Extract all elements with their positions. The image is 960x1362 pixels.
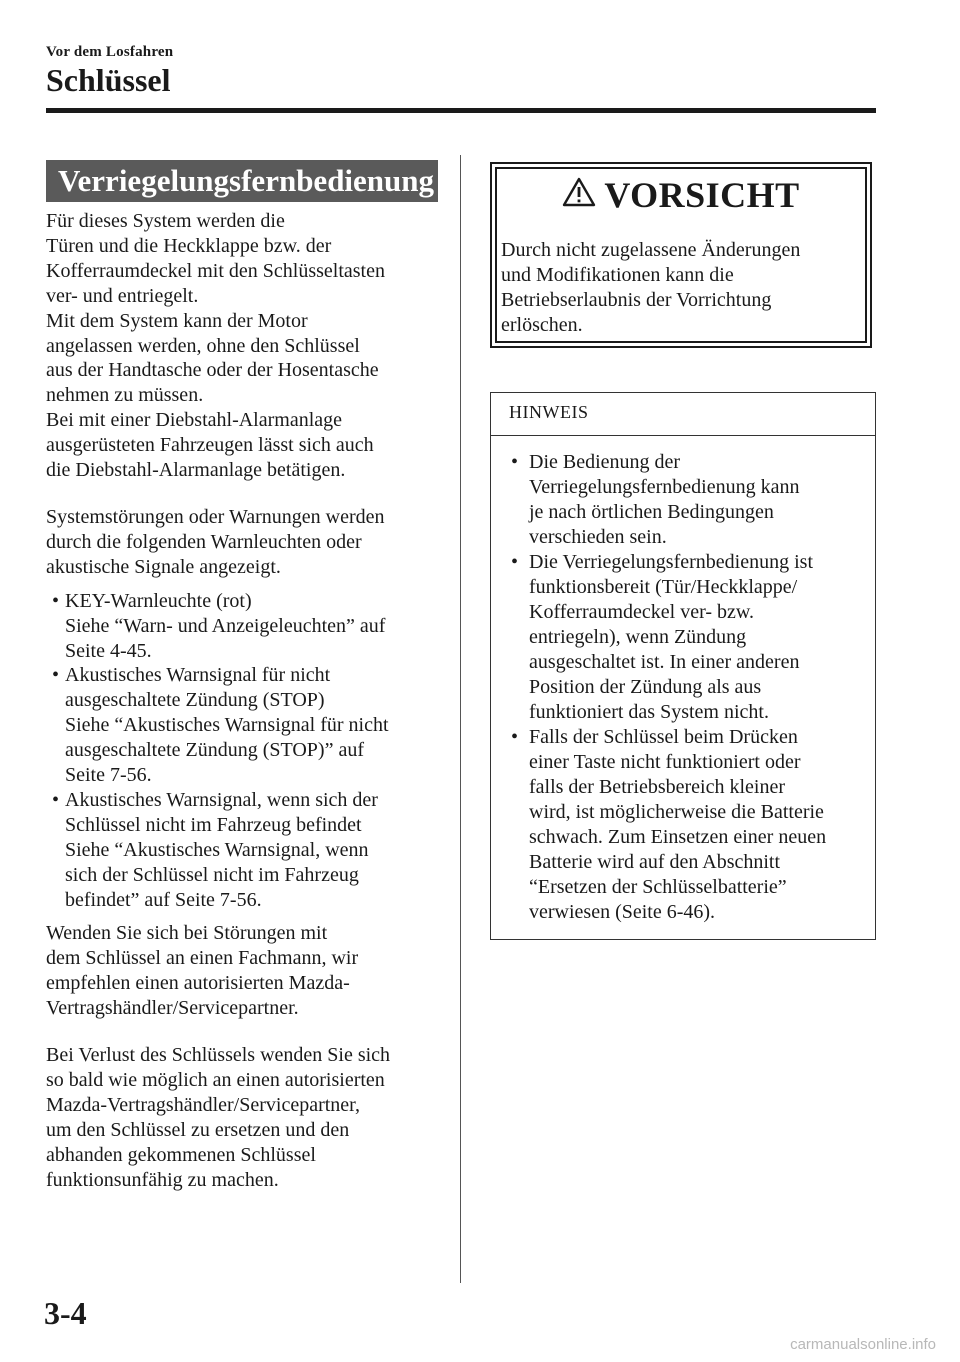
text-line: Systemstörungen oder Warnungen werden <box>46 505 385 528</box>
header-rule <box>46 108 876 113</box>
text-line: Wenden Sie sich bei Störungen mit <box>46 922 328 945</box>
breadcrumb: Vor dem Losfahren <box>46 44 174 60</box>
text-line: Mazda-Vertragshändler/Servicepartner, <box>46 1093 361 1116</box>
note-item-line: entriegeln), wenn Zündung <box>529 626 747 648</box>
note-item-line: wird, ist möglicherweise die Batterie <box>529 801 824 823</box>
list-item-line: ausgeschaltete Zündung (STOP)” auf <box>65 739 364 762</box>
column-divider <box>460 155 461 1283</box>
text-line: Mit dem System kann der Motor <box>46 309 308 332</box>
text-line: abhanden gekommenen Schlüssel <box>46 1143 316 1166</box>
warning-list-item <box>46 663 438 788</box>
text-line: um den Schlüssel zu ersetzen und den <box>46 1118 350 1141</box>
text-line: aus der Handtasche oder der Hosentasche <box>46 359 379 382</box>
text-line: Vertragshändler/Servicepartner. <box>46 997 299 1020</box>
warning-list-item <box>46 589 438 664</box>
note-item-line: Falls der Schlüssel beim Drücken <box>529 726 798 748</box>
text-line: dem Schlüssel an einen Fachmann, wir <box>46 947 359 970</box>
note-item-line: je nach örtlichen Bedingungen <box>529 501 774 523</box>
list-item-line: Siehe “Akustisches Warnsignal, wenn <box>65 838 369 861</box>
note-item-line: einer Taste nicht funktioniert oder <box>529 751 801 773</box>
dealer-paragraph <box>46 921 438 1021</box>
bullet-marker: • <box>52 589 60 612</box>
warning-triangle-icon <box>562 177 596 207</box>
bullet-marker: • <box>52 664 60 687</box>
chapter-title: Schlüssel <box>46 62 171 98</box>
text-line: Türen und die Heckklappe bzw. der <box>46 234 332 257</box>
note-item-line: Verriegelungsfernbedienung kann <box>529 476 800 498</box>
list-item-line: befindet” auf Seite 7-56. <box>65 888 262 911</box>
list-item-line: Seite 4-45. <box>65 639 152 662</box>
note-title: HINWEIS <box>509 402 589 422</box>
text-line: angelassen werden, ohne den Schlüssel <box>46 334 360 357</box>
caution-box <box>490 162 872 348</box>
caution-title: VORSICHT <box>604 175 800 215</box>
note-item-line: Kofferraumdeckel ver- bzw. <box>529 601 755 623</box>
caution-text-line: erlöschen. <box>501 313 583 336</box>
intro-paragraph <box>46 209 438 483</box>
bullet-marker: • <box>52 788 60 811</box>
caution-text-line: und Modifikationen kann die <box>501 263 734 286</box>
text-line: nehmen zu müssen. <box>46 384 204 407</box>
text-line: Bei Verlust des Schlüssels wenden Sie sich <box>46 1044 391 1067</box>
watermark: carmanualsonline.info <box>790 1336 936 1353</box>
bullet-marker: • <box>511 726 519 748</box>
warning-list <box>46 589 438 913</box>
text-line: ver- und entriegelt. <box>46 284 199 307</box>
note-item-line: Die Bedienung der <box>529 451 681 473</box>
caution-header <box>492 174 870 216</box>
note-item-line: falls der Betriebsbereich kleiner <box>529 776 785 798</box>
warnings-intro-paragraph <box>46 505 438 580</box>
text-line: Kofferraumdeckel mit den Schlüsseltasten <box>46 259 385 282</box>
note-divider <box>491 435 875 436</box>
note-item-line: verwiesen (Seite 6-46). <box>529 901 716 923</box>
note-list <box>505 450 867 925</box>
list-item-line: Siehe “Warn- und Anzeigeleuchten” auf <box>65 614 386 637</box>
note-item-line: funktionsbereit (Tür/Heckklappe/ <box>529 576 798 598</box>
note-box <box>490 392 876 940</box>
list-item-line: Akustisches Warnsignal für nicht <box>65 664 331 687</box>
list-item-line: Seite 7-56. <box>65 764 152 787</box>
note-item-line: funktioniert das System nicht. <box>529 701 769 723</box>
note-item-line: ausgeschaltet ist. In einer anderen <box>529 651 800 673</box>
list-item-line: KEY-Warnleuchte (rot) <box>65 589 252 612</box>
note-list-item <box>505 450 867 550</box>
text-line: ausgerüsteten Fahrzeugen lässt sich auch <box>46 434 374 457</box>
bullet-marker: • <box>511 551 519 573</box>
text-line: akustische Signale angezeigt. <box>46 555 281 578</box>
text-line: Bei mit einer Diebstahl-Alarmanlage <box>46 409 343 432</box>
text-line: durch die folgenden Warnleuchten oder <box>46 530 362 553</box>
note-item-line: Position der Zündung als aus <box>529 676 762 698</box>
note-item-line: Batterie wird auf den Abschnitt <box>529 851 781 873</box>
list-item-line: Siehe “Akustisches Warnsignal für nicht <box>65 714 389 737</box>
note-item-line: Die Verriegelungsfernbedienung ist <box>529 551 813 573</box>
bullet-marker: • <box>511 451 519 473</box>
section-heading: Verriegelungsfernbedienung <box>46 160 438 202</box>
loss-paragraph <box>46 1043 438 1192</box>
list-item-line: Schlüssel nicht im Fahrzeug befindet <box>65 813 362 836</box>
note-list-item <box>505 725 867 925</box>
text-line: Für dieses System werden die <box>46 210 285 232</box>
list-item-line: ausgeschaltete Zündung (STOP) <box>65 689 325 712</box>
list-item-line: sich der Schlüssel nicht im Fahrzeug <box>65 863 359 886</box>
note-item-line: verschieden sein. <box>529 526 667 548</box>
list-item-line: Akustisches Warnsignal, wenn sich der <box>65 788 378 811</box>
text-line: so bald wie möglich an einen autorisierten <box>46 1069 385 1091</box>
text-line: funktionsunfähig zu machen. <box>46 1168 279 1191</box>
caution-text-line: Betriebserlaubnis der Vorrichtung <box>501 288 772 311</box>
note-list-item <box>505 550 867 725</box>
warning-list-item <box>46 788 438 913</box>
note-item-line: schwach. Zum Einsetzen einer neuen <box>529 826 827 848</box>
note-item-line: “Ersetzen der Schlüsselbatterie” <box>529 876 787 898</box>
text-line: empfehlen einen autorisierten Mazda- <box>46 972 350 995</box>
caution-text-line: Durch nicht zugelassene Änderungen <box>501 239 801 261</box>
caution-text <box>501 238 853 338</box>
text-line: die Diebstahl-Alarmanlage betätigen. <box>46 459 346 482</box>
page-number: 3-4 <box>44 1295 87 1331</box>
left-column <box>46 160 438 1193</box>
